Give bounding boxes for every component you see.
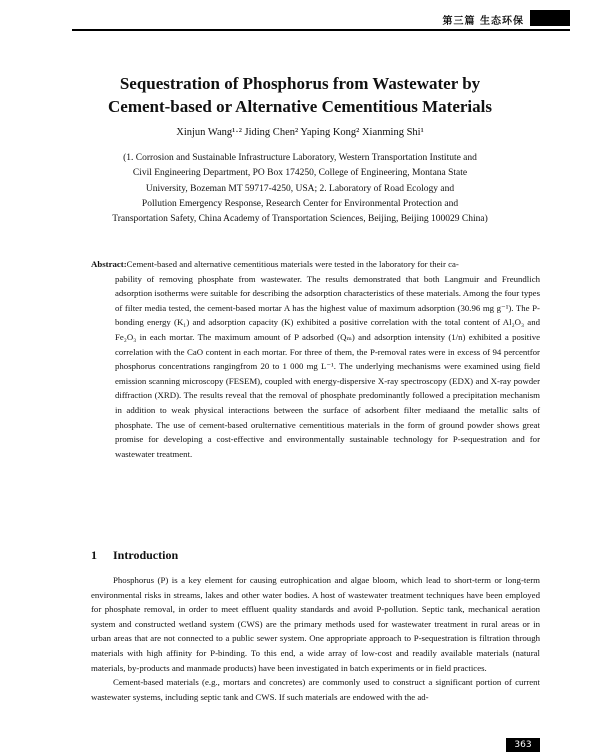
paragraph: Cement-based materials (e.g., mortars and concretes) are commonly used to construct a significant portion of current wastewater systems, including septic tank and CWS. If such materials are endowed with the ad- bbox=[91, 677, 540, 702]
section-number: 1 bbox=[91, 548, 97, 562]
abstract-body: pability of removing phosphate from wastewater. The results demonstrated that both Langmuir and Freundlich adsorption isotherms were suitable for describing the adsorption characteristics of these materials. Among the four types of filter media tested, the cement-based mortar A has the highest value of maximum adsorption (30.96 mg g⁻¹). The P-bonding energy (K₁) and adsorption capacity (K) exhibited a positive correlation with the total content of Al₂O₃ and Fe₂O₃ in each mortar. The maximum amount of P adsorbed (Qₘ) and adsorption intensity (1/n) exhibited a positive correlation with the CaO content in each mortar. For three of them, the P-removal rates were in excess of 94 percentfor phosphorus concentrations rangingfrom 20 to 1 000 mg L⁻¹. The underlying mechanisms were examined using field emission scanning microscopy (FESEM), coupled with energy-dispersive X-ray spectroscopy (EDX) and X-ray powder diffraction (XRD). The results reveal that the removal of phosphate predominantly followed a precipitation mechanism in addition to weak physical interactions between the surface of adsorbent filter mediaand the metallic salts of phosphate. The use of cement-based orulternative cementitious materials in the form of ground powder shows great promise for developing a cost-effective and environmentally sustainable technology for P-sequestration and for wastewater treatment. bbox=[115, 273, 540, 459]
abstract bbox=[91, 257, 540, 461]
affiliations bbox=[60, 151, 540, 227]
abstract-first-line-text: Cement-based and alternative cementitious materials were tested in the laboratory for their ca- bbox=[126, 259, 459, 269]
abstract-first-line bbox=[91, 257, 540, 272]
running-header bbox=[0, 10, 600, 30]
affiliation-line: Civil Engineering Department, PO Box 174250, College of Engineering, Montana State bbox=[132, 168, 468, 179]
section-title: Introduction bbox=[113, 548, 179, 562]
abstract-label: Abstract: bbox=[91, 259, 127, 269]
author-list: Xinjun Wang¹·² Jiding Chen² Yaping Kong² Xianming Shi¹ bbox=[176, 127, 424, 138]
affiliation-line: Transportation Safety, China Academy of Transportation Sciences, Beijing, Beijing 100029 China) bbox=[112, 214, 488, 225]
affiliation-line: University, Bozeman MT 59717-4250, USA; 2. Laboratory of Road Ecology and bbox=[145, 183, 455, 194]
introduction-body bbox=[91, 573, 540, 704]
paper-title bbox=[40, 72, 560, 118]
page-number: 363 bbox=[506, 738, 540, 752]
paragraph: Phosphorus (P) is a key element for causing eutrophication and algae bloom, which lead to short-term or long-term environmental risks in streams, lakes and other water bodies. A host of wastewater treatment techniques have been employed for phosphate removal, in order to meet effluent quality standards and avoid P-pollution. Septic tank, mechanical aeration system and constructed wetland system (CWS) are the primary methods used for wastewater treatment in rural areas or in urban areas that are not connected to a public sewer system. One appropriate approach to P-sequestration is filtration through materials with high affinity for P-binding. To this end, a wide array of low-cost and readily available materials (natural materials, by-products and manmade products) have been investigated in batch experiments or in field practices. bbox=[91, 575, 540, 673]
title-line-1: Sequestration of Phosphorus from Wastewater by bbox=[119, 74, 481, 93]
header-decoration-bar bbox=[530, 10, 570, 26]
affiliation-line: (1. Corrosion and Sustainable Infrastructure Laboratory, Western Transportation Institute and bbox=[123, 153, 477, 163]
section-heading bbox=[91, 548, 178, 563]
header-rule bbox=[72, 29, 570, 31]
section-label: 第三篇 生态环保 bbox=[442, 16, 524, 27]
affiliation-line: Pollution Emergency Response, Research Center for Environmental Protection and bbox=[141, 198, 459, 209]
title-line-2: Cement-based or Alternative Cementitious Materials bbox=[108, 97, 492, 116]
